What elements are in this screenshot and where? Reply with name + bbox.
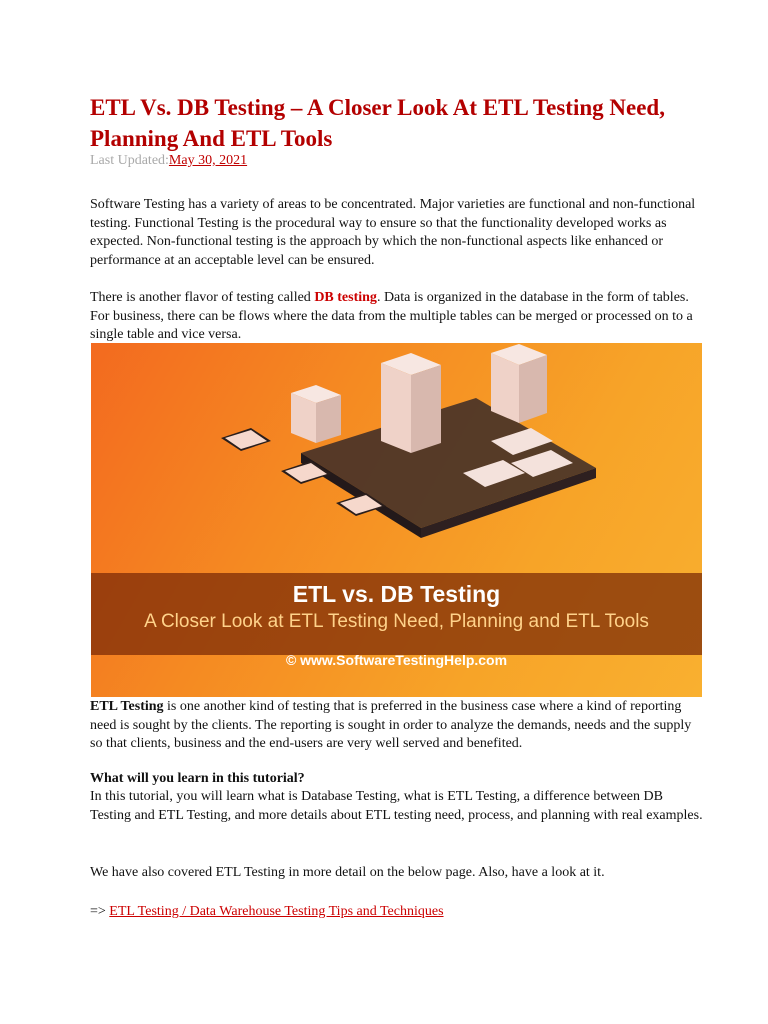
etl-testing-paragraph [90,698,705,754]
hero-credit: © www.SoftwareTestingHelp.com [285,652,508,668]
last-updated-label: Last Updated: [90,153,169,168]
etl-testing-term: ETL Testing [90,699,164,714]
tutorial-paragraph: In this tutorial, you will learn what is Database Testing, what is ETL Testing, a difference between DB Testing and ETL Testing, and more details about ETL testing need, process, and planning with real examples. [90,789,703,823]
tutorial-question: What will you learn in this tutorial? [90,771,305,786]
hero-title: ETL vs. DB Testing [292,581,501,607]
etl-testing-tips-link[interactable]: ETL Testing / Data Warehouse Testing Tips and Techniques [109,904,444,919]
related-link-line [90,903,705,922]
last-updated [90,152,247,170]
para3-after: is one another kind of testing that is preferred in the business case where a kind of reporting need is sought by the clients. The reporting is sought in order to analyze the demands, needs and the supply so that clients, business and the end-users are very well served and benefited. [90,699,692,751]
article-title: ETL Vs. DB Testing – A Closer Look At ETL Testing Need, Planning And ETL Tools [90,95,665,151]
db-testing-paragraph [90,289,705,345]
hero-subtitle: A Closer Look at ETL Testing Need, Planning and ETL Tools [144,611,649,632]
intro-paragraph: Software Testing has a variety of areas to be concentrated. Major varieties are functional and non-functional testing. Functional Testing is the procedural way to ensure so that the functionality developed works as expected. Non-functional testing is the approach by which the non-functional aspects like enhanced or performance at an acceptable level can be ensured. [90,197,696,268]
hero-image [91,343,702,697]
para2-after: . Data is organized in the database in the form of tables. For business, there can be flows where the data from the multiple tables can be merged or processed on to a single table and vice versa. [90,290,693,342]
db-testing-term: DB testing [314,290,377,305]
link-prefix: => [90,904,110,919]
covered-paragraph: We have also covered ETL Testing in more detail on the below page. Also, have a look at it. [90,865,605,880]
para2-before: There is another flavor of testing called [90,290,315,305]
updated-date-link[interactable]: May 30, 2021 [168,153,248,168]
